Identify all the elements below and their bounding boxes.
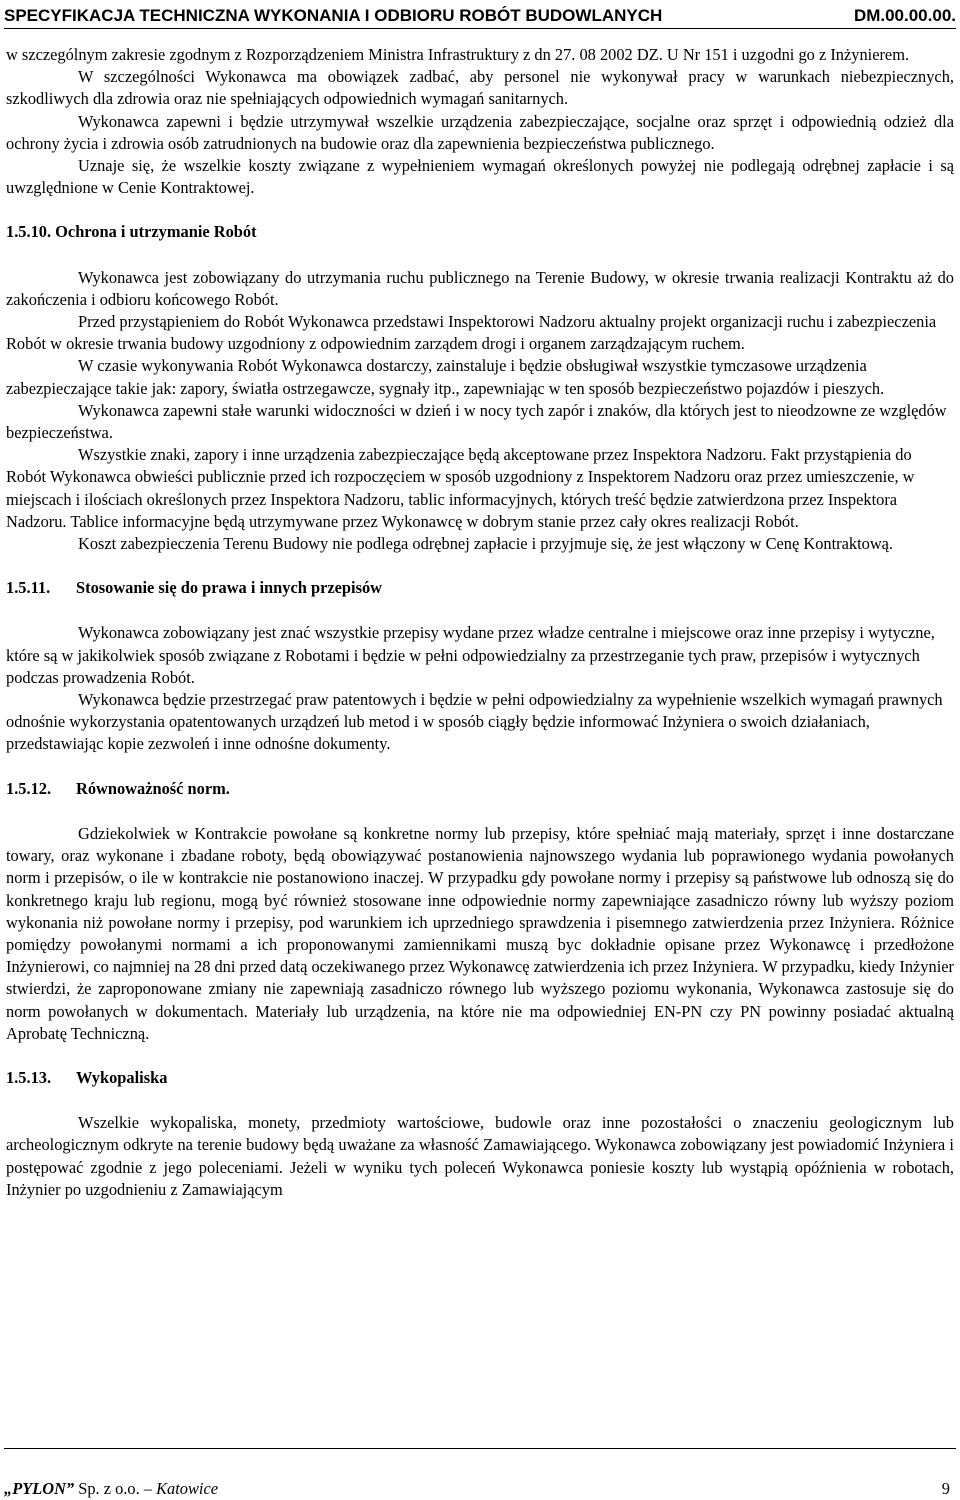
company-brand: „PYLON” [4, 1479, 75, 1498]
document-title: SPECYFIKACJA TECHNICZNA WYKONANIA I ODBIORU ROBÓT BUDOWLANYCH [4, 6, 663, 25]
section-title: Równoważność norm. [76, 778, 230, 798]
paragraph: Koszt zabezpieczenia Terenu Budowy nie podlega odrębnej zapłacie i przyjmuje się, że jest włączony w Cenę Kontraktową. [78, 534, 894, 554]
company-city: Katowice [156, 1479, 219, 1498]
section-heading-1-5-10: 1.5.10. Ochrona i utrzymanie Robót [6, 222, 257, 242]
section-heading-1-5-11 [6, 577, 954, 599]
header-divider [4, 28, 956, 29]
paragraph: W szczególności Wykonawca ma obowiązek zadbać, aby personel nie wykonywał pracy w warunkach niebezpiecznych, szkodliwych dla zdrowia oraz nie spełniających odpowiednich wymagań sanitarnych. [6, 67, 954, 109]
company-suffix: Sp. z o.o. – [78, 1479, 152, 1498]
document-code: DM.00.00.00. [853, 6, 956, 25]
paragraph: Wykonawca będzie przestrzegać praw patentowych i będzie w pełni odpowiedzialny za wypełnienie wszelkich wymagań prawnych odnośnie wykorzystania opatentowanych urządzeń lub metod i w sposób ciągły będzie informować Inżyniera o swoich działaniach, przedstawiając kopie zezwoleń i inne odnośne dokumenty. [6, 690, 943, 754]
section-heading-1-5-13 [6, 1067, 954, 1089]
section-number: 1.5.11. [6, 578, 51, 598]
paragraph: Wszystkie znaki, zapory i inne urządzenia zabezpieczające będą akceptowane przez Inspektora Nadzoru. Fakt przystąpienia do Robót Wykonawca obwieści publicznie przed ich rozpoczęciem w sposób uzgodniony z Inspektorem Nadzoru oraz przez umieszczenie, w miejscach i ilościach określonych przez Inspektora Nadzoru, tablic informacyjnych, których treść będzie zatwierdzona przez Inspektora Nadzoru. Tablice informacyjne będą utrzymywane przez Wykonawcę w dobrym stanie przez cały okres realizacji Robót. [6, 445, 915, 531]
section-number: 1.5.13. [6, 1067, 52, 1087]
paragraph: Wykonawca zapewni stałe warunki widoczności w dzień i w nocy tych zapór i znaków, dla których jest to nieodzowne ze względów bezpieczeństwa. [6, 400, 947, 443]
paragraph: Wszelkie wykopaliska, monety, przedmioty wartościowe, budowle oraz inne pozostałości o znaczeniu geologicznym lub archeologicznym odkryte na terenie budowy będą uważane za własność Zamawiającego. Wykonawca zobowiązany jest powiadomić Inżyniera i postępować zgodnie z jego poleceniami. Jeżeli w wyniku tych poleceń Wykonawca poniesie koszty lub wystąpią opóźnienia w robotach, Inżynier po uzgodnieniu z Zamawiającym [6, 1113, 954, 1199]
paragraph: Gdziekolwiek w Kontrakcie powołane są konkretne normy lub przepisy, które spełniać mają materiały, sprzęt i inne dostarczane towary, oraz wykonane i zbadane roboty, będą obowiązywać postanowienia najnowszego wydania lub poprawionego wydania powołanych norm i przepisów, o ile w kontrakcie nie postanowiono inaczej. W przypadku gdy powołane normy i przepisy są państwowe lub odnoszą się do konkretnego kraju lub regionu, mogą być również stosowane inne odpowiednie normy zapewniające zasadniczo równy lub wyższy poziom wykonania niż powołane normy i przepisy, pod warunkiem ich uprzedniego sprawdzenia i pisemnego zatwierdzenia przez Inżyniera. Różnice pomiędzy powołanymi normami a ich proponowanymi zamiennikami muszą byc dokładnie opisane przez Wykonawcę i przedłożone Inżynierowi, co najmniej na 28 dni przed datą oczekiwanego przez Wykonawcę zatwierdzenia ich przez Inżyniera. W przypadku, kiedy Inżynier stwierdzi, że zaproponowane zmiany nie zapewniają zasadniczo równego lub wyższego poziomu wykonania, Wykonawca zastosuje się do norm powołanych w dokumentach. Materiały lub urządzenia, na które nie ma odpowiedniej EN-PN czy PN powinny posiadać aktualną Aprobatę Techniczną. [6, 823, 954, 1043]
paragraph: Uznaje się, że wszelkie koszty związane z wypełnieniem wymagań określonych powyżej nie podlegają odrębnej zapłacie i są uwzględnione w Cenie Kontraktowej. [6, 156, 954, 198]
page-header [4, 2, 956, 26]
section-heading-1-5-12 [6, 778, 954, 800]
document-body [6, 44, 954, 1201]
paragraph: Przed przystąpieniem do Robót Wykonawca przedstawi Inspektorowi Nadzoru aktualny projekt organizacji ruchu i zabezpieczenia Robót w okresie trwania budowy uzgodniony z odpowiednim zarządem drogi i organem zarządzającym ruchem. [6, 312, 937, 354]
company-name [4, 1479, 218, 1499]
paragraph: Wykonawca zobowiązany jest znać wszystkie przepisy wydane przez władze centralne i miejscowe oraz inne przepisy i wytyczne, które są w jakikolwiek sposób związane z Robotami i będzie w pełni odpowiedzialny za przestrzeganie tych praw, przepisów i wytycznych podczas prowadzenia Robót. [6, 623, 935, 687]
page-number: 9 [941, 1479, 950, 1498]
paragraph: W czasie wykonywania Robót Wykonawca dostarczy, zainstaluje i będzie obsługiwał wszystkie tymczasowe urządzenia zabezpieczające takie jak: zapory, światła ostrzegawcze, sygnały itp., zapewniając w ten sposób bezpieczeństwo pojazdów i pieszych. [6, 356, 885, 398]
section-title: Wykopaliska [76, 1067, 168, 1087]
paragraph: Wykonawca jest zobowiązany do utrzymania ruchu publicznego na Terenie Budowy, w okresie trwania realizacji Kontraktu aż do zakończenia i odbioru końcowego Robót. [6, 267, 954, 309]
page-footer [4, 1479, 950, 1499]
footer-divider [4, 1448, 956, 1449]
paragraph: w szczególnym zakresie zgodnym z Rozporządzeniem Ministra Infrastruktury z dn 27. 08 2002 DZ. U Nr 151 i uzgodni go z Inżynierem. [6, 45, 910, 64]
paragraph: Wykonawca zapewni i będzie utrzymywał wszelkie urządzenia zabezpieczające, socjalne oraz sprzęt i odpowiednią odzież dla ochrony życia i zdrowia osób zatrudnionych na budowie oraz dla zapewnienia bezpieczeństwa publicznego. [6, 111, 954, 153]
section-title: Stosowanie się do prawa i innych przepisów [76, 578, 382, 598]
section-number: 1.5.12. [6, 778, 52, 798]
